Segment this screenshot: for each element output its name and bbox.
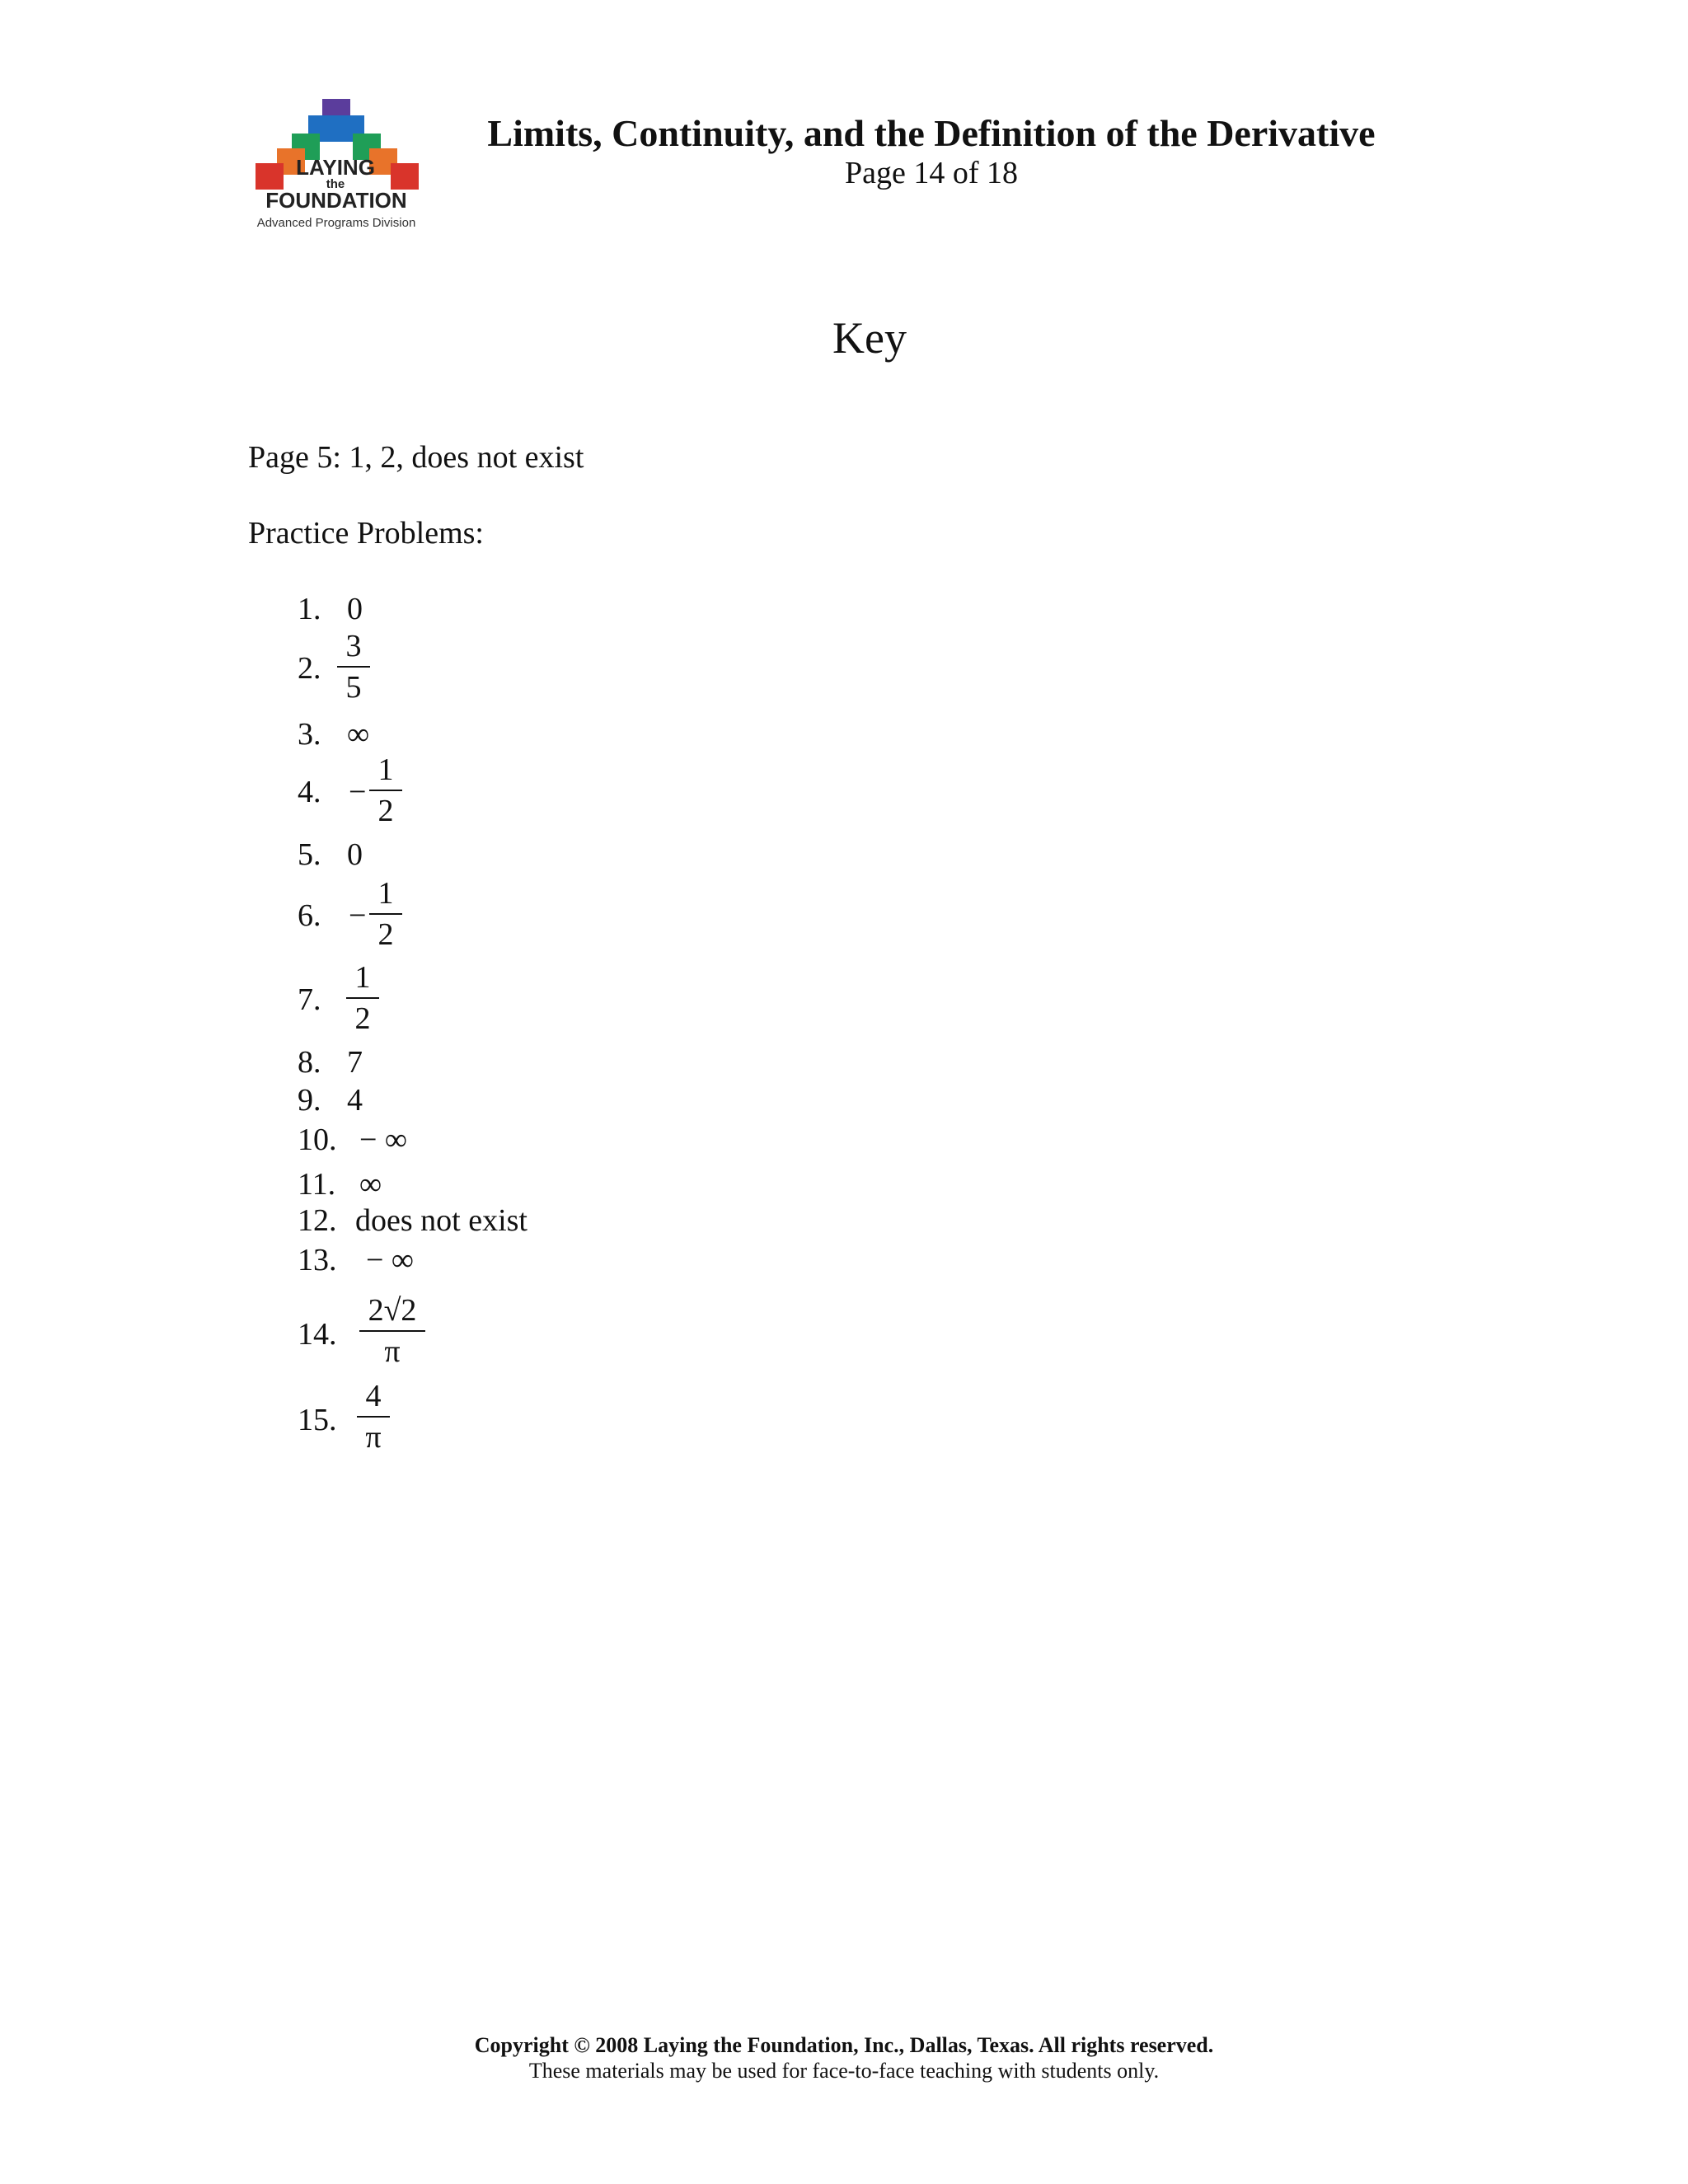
answer-item-8 xyxy=(298,1043,321,1081)
answer-number: 2. xyxy=(298,651,321,686)
answer-item-13 xyxy=(298,1241,337,1279)
answer-number: 4. xyxy=(298,775,321,809)
answer-fraction-15 xyxy=(357,1378,390,1455)
answer-item-14 xyxy=(298,1315,337,1353)
answer-item-4 xyxy=(298,773,321,811)
answer-number: 10. xyxy=(298,1122,337,1157)
answer-fraction-6 xyxy=(369,875,402,953)
logo-text-laying: LAYING xyxy=(296,155,375,180)
answer-item-7 xyxy=(298,981,321,1019)
answer-value-9: 4 xyxy=(347,1083,363,1118)
fraction-denominator: π xyxy=(384,1334,401,1369)
answer-fraction-2 xyxy=(337,628,370,705)
answer-sign-6: − xyxy=(349,898,367,933)
answer-number: 8. xyxy=(298,1045,321,1080)
laying-the-foundation-logo xyxy=(246,96,427,237)
logo-block-red-left xyxy=(256,163,284,190)
usage-notice: These materials may be used for face-to-face teaching with students only. xyxy=(528,2059,1160,2083)
fraction-bar xyxy=(337,666,370,668)
answer-number: 7. xyxy=(298,982,321,1017)
answer-sign-4: − xyxy=(349,775,367,809)
fraction-numerator: 1 xyxy=(377,752,394,787)
answer-item-5 xyxy=(298,836,321,874)
answer-item-11 xyxy=(298,1165,335,1203)
answer-value-1: 0 xyxy=(347,592,363,626)
answer-number: 11. xyxy=(298,1167,336,1202)
answer-number: 14. xyxy=(298,1317,337,1352)
fraction-numerator: 4 xyxy=(365,1379,382,1413)
answer-value-5: 0 xyxy=(347,837,363,872)
answer-value-11: ∞ xyxy=(359,1167,382,1202)
answer-number: 13. xyxy=(298,1243,337,1277)
fraction-bar xyxy=(346,997,379,999)
copyright-notice: Copyright © 2008 Laying the Foundation, Inc., Dallas, Texas. All rights reserved. xyxy=(474,2033,1214,2057)
document-title: Limits, Continuity, and the Definition of the Derivative xyxy=(487,112,1376,154)
fraction-denominator: 2 xyxy=(377,917,394,952)
answer-item-12 xyxy=(298,1202,337,1240)
logo-text-division: Advanced Programs Division xyxy=(256,216,416,230)
page5-answers: Page 5: 1, 2, does not exist xyxy=(248,440,584,475)
answer-item-6 xyxy=(298,897,321,935)
answer-number: 5. xyxy=(298,837,321,872)
answer-item-10 xyxy=(298,1121,337,1159)
answer-value-3: ∞ xyxy=(347,717,370,752)
answer-fraction-7 xyxy=(346,959,379,1037)
fraction-bar xyxy=(369,913,402,915)
logo-block-red-right xyxy=(391,163,419,190)
fraction-bar xyxy=(357,1416,390,1418)
answer-item-1 xyxy=(298,590,321,628)
fraction-denominator: 2 xyxy=(377,794,394,828)
fraction-numerator: 3 xyxy=(345,629,362,663)
fraction-numerator: 2√2 xyxy=(368,1293,417,1328)
key-heading: Key xyxy=(832,313,907,363)
page-number: Page 14 of 18 xyxy=(844,156,1019,190)
answer-value-10: − ∞ xyxy=(359,1122,408,1157)
answer-value-13: − ∞ xyxy=(366,1243,415,1277)
answer-item-15 xyxy=(298,1401,337,1439)
answer-fraction-4 xyxy=(369,752,402,829)
answer-number: 9. xyxy=(298,1083,321,1118)
answer-number: 6. xyxy=(298,898,321,933)
fraction-bar xyxy=(369,790,402,791)
fraction-bar xyxy=(359,1330,425,1332)
answer-number: 3. xyxy=(298,717,321,752)
answer-value-8: 7 xyxy=(347,1045,363,1080)
answer-item-2 xyxy=(298,649,321,687)
answer-value-12: does not exist xyxy=(355,1203,528,1238)
fraction-denominator: π xyxy=(365,1420,382,1455)
logo-text-the: the xyxy=(326,177,345,191)
answer-number: 15. xyxy=(298,1403,337,1437)
answer-number: 1. xyxy=(298,592,321,626)
fraction-denominator: 5 xyxy=(345,670,362,705)
fraction-denominator: 2 xyxy=(354,1001,371,1036)
answer-item-9 xyxy=(298,1081,321,1119)
logo-text-foundation: FOUNDATION xyxy=(265,188,407,213)
fraction-numerator: 1 xyxy=(354,960,371,995)
fraction-numerator: 1 xyxy=(377,876,394,911)
answer-fraction-14 xyxy=(359,1292,425,1370)
answer-number: 12. xyxy=(298,1203,337,1238)
answer-item-3 xyxy=(298,715,321,753)
practice-problems-heading: Practice Problems: xyxy=(248,516,484,551)
